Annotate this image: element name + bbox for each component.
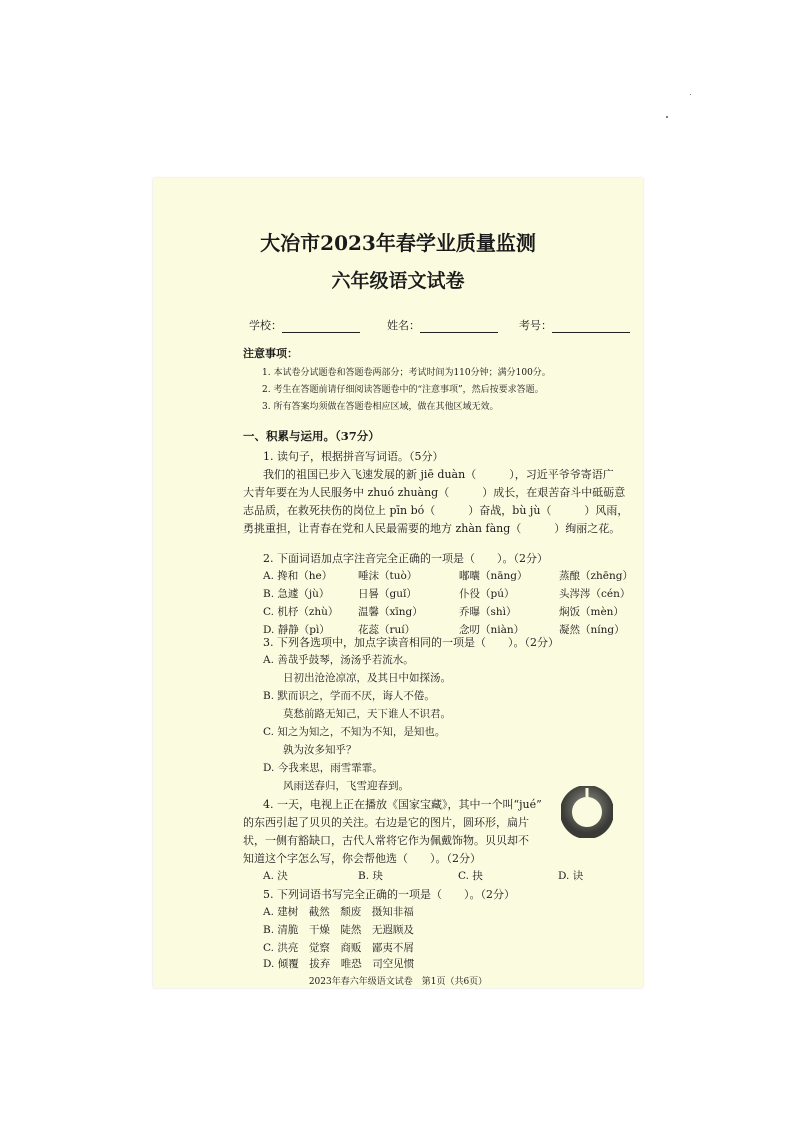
question-1-line: 我们的祖国已步入飞速发展的新 jiē duàn（ ），习近平爷爷寄语广: [263, 468, 614, 481]
scan-speck: [690, 94, 691, 95]
question-5-option: B. 清脆 干燥 陡然 无遐顾及: [263, 924, 414, 936]
exam-title: 大冶市2023年春学业质量监测: [260, 231, 536, 255]
question-1-line: 大青年要在为人民服务中 zhuó zhuàng（ ）成长，在艰苦奋斗中砥砺意: [243, 486, 626, 499]
question-3-line: D. 今我来思，雨雪霏霏。: [263, 762, 383, 774]
question-4-line: 4. 一天，电视上正在播放《国家宝藏》，其中一个叫“jué”: [263, 798, 542, 811]
school-label: 学校：: [249, 319, 282, 332]
option-cell: 凝然（níng）: [559, 624, 625, 636]
option-cell: 焖饭（mèn）: [559, 606, 624, 618]
note-item: 2. 考生在答题前请仔细阅读答题卷中的“注意事项”，然后按要求答题。: [262, 385, 544, 395]
student-info-row: [249, 317, 630, 333]
question-4-option-b: B. 玦: [358, 870, 383, 882]
jade-jue-ring-image: [561, 786, 613, 838]
question-3-line: A. 善哉乎鼓琴，汤汤乎若流水。: [263, 654, 414, 666]
note-item: 3. 所有答案均须做在答题卷相应区域，做在其他区域无效。: [262, 402, 499, 412]
option-cell: 头涔涔（cén）: [559, 588, 631, 600]
question-3-line: 日初出沧沧凉凉，及其日中如探汤。: [283, 672, 451, 684]
question-3-line: 孰为汝多知乎？: [283, 744, 357, 756]
exam-no-blank: [552, 320, 630, 333]
question-1-stem: 1. 读句子，根据拼音写词语。（5分）: [263, 450, 444, 463]
option-cell: 乔曝（shì）: [459, 606, 517, 618]
option-cell: 念叨（niàn）: [459, 624, 525, 636]
question-1-line: 志品质，在救死扶伤的岗位上 pīn bó（ ）奋战，bù jù（ ）风雨，: [243, 504, 629, 517]
question-5-stem: 5. 下列词语书写完全正确的一项是（ ）。（2分）: [263, 888, 515, 901]
question-3-stem: 3. 下列各选项中，加点字读音相同的一项是（ ）。（2分）: [263, 636, 559, 649]
option-cell: 日晷（guǐ）: [358, 588, 417, 600]
question-5-option: C. 洪亮 觉察 商贩 鄙夷不屑: [263, 942, 414, 954]
notes-heading: 注意事项：: [243, 347, 298, 360]
question-1-line: 勇挑重担，让青春在党和人民最需要的地方 zhàn fàng（ ）绚丽之花。: [243, 522, 621, 535]
exam-page: [153, 178, 643, 988]
option-cell: D. 靜静（pì）: [263, 624, 330, 636]
option-cell: C. 机杼（zhù）: [263, 606, 339, 618]
question-3-line: 风雨送春归，飞雪迎春到。: [283, 780, 409, 792]
section-heading: 一、积累与运用。（37分）: [243, 429, 380, 443]
question-4-option-c: C. 抉: [458, 870, 483, 882]
question-2-stem: 2. 下面词语加点字注音完全正确的一项是（ ）。（2分）: [263, 552, 548, 565]
exam-no-label: 考号：: [519, 319, 552, 332]
note-item: 1. 本试卷分试题卷和答题卷两部分；考试时间为110分钟；满分100分。: [262, 368, 551, 378]
question-4-line: 状，一侧有豁缺口，古代人常将它作为佩戴饰物。贝贝却不: [243, 834, 529, 847]
question-5-option: A. 建树 截然 颓废 摄知非福: [263, 906, 414, 918]
option-cell: 仆役（pú）: [459, 588, 515, 600]
name-label: 姓名：: [387, 319, 420, 332]
option-cell: 花蕊（ruí）: [358, 624, 416, 636]
option-cell: 嘟囔（nāng）: [459, 570, 528, 582]
page-footer: 2023年春六年级语文试卷 第1页（共6页）: [308, 977, 488, 987]
question-4-option-d: D. 诀: [558, 870, 584, 882]
option-cell: A. 搀和（he）: [263, 570, 333, 582]
question-4-line: 的东西引起了贝贝的关注。右边是它的图片，圆环形，扁片: [243, 816, 529, 829]
exam-subtitle: 六年级语文试卷: [331, 270, 465, 292]
question-3-line: B. 默而识之，学而不厌，诲人不倦。: [263, 690, 435, 702]
scan-speck: [666, 116, 668, 118]
question-5-option: D. 倾覆 拔弃 唯恐 司空见惯: [263, 958, 415, 970]
question-4-line: 知道这个字怎么写，你会帮他选（ ）。（2分）: [243, 852, 481, 865]
option-cell: 温馨（xīng）: [358, 606, 423, 618]
question-4-option-a: A. 決: [263, 870, 288, 882]
question-3-line: C. 知之为知之，不知为不知，是知也。: [263, 726, 446, 738]
option-cell: 蒸酿（zhēng）: [559, 570, 633, 582]
school-blank: [282, 320, 360, 333]
name-blank: [420, 320, 498, 333]
option-cell: B. 急遽（jù）: [263, 588, 330, 600]
question-2-options: [263, 568, 643, 644]
question-3-line: 莫愁前路无知己，天下谁人不识君。: [283, 708, 451, 720]
option-cell: 唾沫（tuò）: [358, 570, 418, 582]
